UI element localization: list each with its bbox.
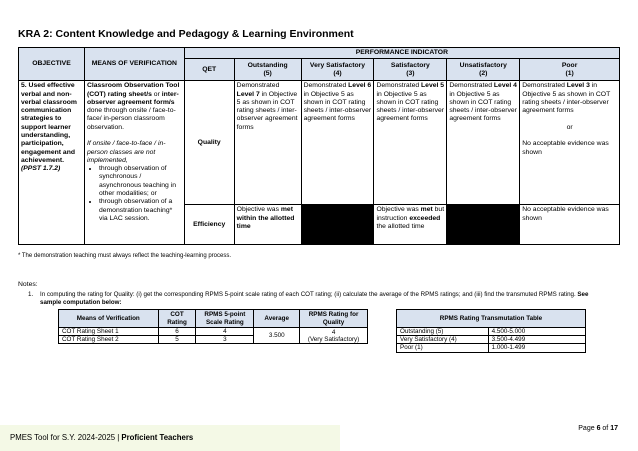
note-1: 1. In computing the rating for Quality: (i) get the corresponding RPMS 5-point scale rating of each COT rating; (ii) calculate the average of the RPMS ratings; and (iii) find the transmuted RPMS rating. See sample computation below: [28, 291, 589, 307]
header-outstanding: Outstanding (5) [234, 59, 301, 81]
page-title: KRA 2: Content Knowledge and Pedagogy & Learning Environment [18, 28, 354, 40]
means-bullet: • through observation of synchronous / asynchronous teaching in other modalities; or [99, 165, 182, 198]
header-unsatisfactory: Unsatisfactory (2) [447, 59, 520, 81]
transmutation-table [396, 309, 586, 353]
footnote: * The demonstration teaching must always reflect the teaching-learning process. [18, 253, 232, 259]
efficiency-unsatisfactory-na [447, 205, 520, 245]
sample-header: Means of Verification [59, 310, 159, 328]
sample-header: RPMS Rating for Quality [300, 310, 368, 328]
efficiency-poor: No acceptable evidence was shown [520, 205, 620, 245]
table-row: Very Satisfactory (4) 3.500-4.499 [397, 336, 586, 344]
means-cell: Classroom Observation Tool (COT) rating sheet/s or inter-observer agreement form/s done through onsite / face-to-face/ in-person classroom observation. If onsite / face-to-face / in-person classes are not implemented, • through observation of synchronous / asynchronous teaching in other modalities; or • through observation of a demonstration teaching* via LAC session. [84, 81, 184, 245]
efficiency-satisfactory: Objective was met but instruction exceeded the allotted time [374, 205, 447, 245]
table-row: Poor (1) 1.000-1.499 [397, 344, 586, 352]
quality-unsatisfactory: Demonstrated Level 4 in Objective 5 as shown in COT rating sheets / inter-observer agreement forms [447, 81, 520, 205]
header-qet: QET [184, 59, 234, 81]
table-row: COT Rating Sheet 1 6 4 3.500 4 (Very Satisfactory) [59, 328, 368, 336]
page-number: Page 6 of 17 [578, 425, 618, 432]
header-poor: Poor (1) [520, 59, 620, 81]
transmutation-title: RPMS Rating Transmutation Table [397, 310, 586, 328]
notes-heading: Notes: [18, 281, 38, 288]
header-means: MEANS OF VERIFICATION [84, 48, 184, 81]
sample-header: RPMS 5-point Scale Rating [196, 310, 254, 328]
quality-satisfactory: Demonstrated Level 5 in Objective 5 as shown in COT rating sheets / inter-observer agreement forms [374, 81, 447, 205]
table-row: COT Rating Sheet 2 5 3 [59, 336, 368, 344]
kra-table [18, 47, 620, 245]
qet-quality: Quality [184, 81, 234, 205]
quality-outstanding: Demonstrated Level 7 in Objective 5 as shown in COT rating sheets / inter-observer agreement forms [234, 81, 301, 205]
quality-poor: Demonstrated Level 3 in Objective 5 as shown in COT rating sheets / inter-observer agreement forms or No acceptable evidence was shown [520, 81, 620, 205]
quality-very-satisfactory: Demonstrated Level 6 in Objective 5 as shown in COT rating sheets / inter-observer agreement forms [301, 81, 374, 205]
table-row: Outstanding (5) 4.500-5.000 [397, 328, 586, 336]
sample-average: 3.500 [254, 328, 300, 344]
efficiency-outstanding: Objective was met within the allotted time [234, 205, 301, 245]
header-objective: OBJECTIVE [19, 48, 85, 81]
header-very-satisfactory: Very Satisfactory (4) [301, 59, 374, 81]
sample-quality-rating: 4 (Very Satisfactory) [300, 328, 368, 344]
efficiency-very-satisfactory-na [301, 205, 374, 245]
footer-banner: PMES Tool for S.Y. 2024-2025 | Proficient Teachers [0, 425, 340, 451]
header-performance-indicator: PERFORMANCE INDICATOR [184, 48, 619, 59]
sample-header: COT Rating [158, 310, 196, 328]
header-satisfactory: Satisfactory (3) [374, 59, 447, 81]
objective-cell: 5. Used effective verbal and non-verbal classroom communication strategies to support learner understanding, participation, engagement and achievement. (PPST 1.7.2) [19, 81, 85, 245]
sample-header: Average [254, 310, 300, 328]
qet-efficiency: Efficiency [184, 205, 234, 245]
sample-computation-table [58, 309, 368, 344]
means-bullet: • through observation of a demonstration teaching* via LAC session. [99, 198, 182, 223]
